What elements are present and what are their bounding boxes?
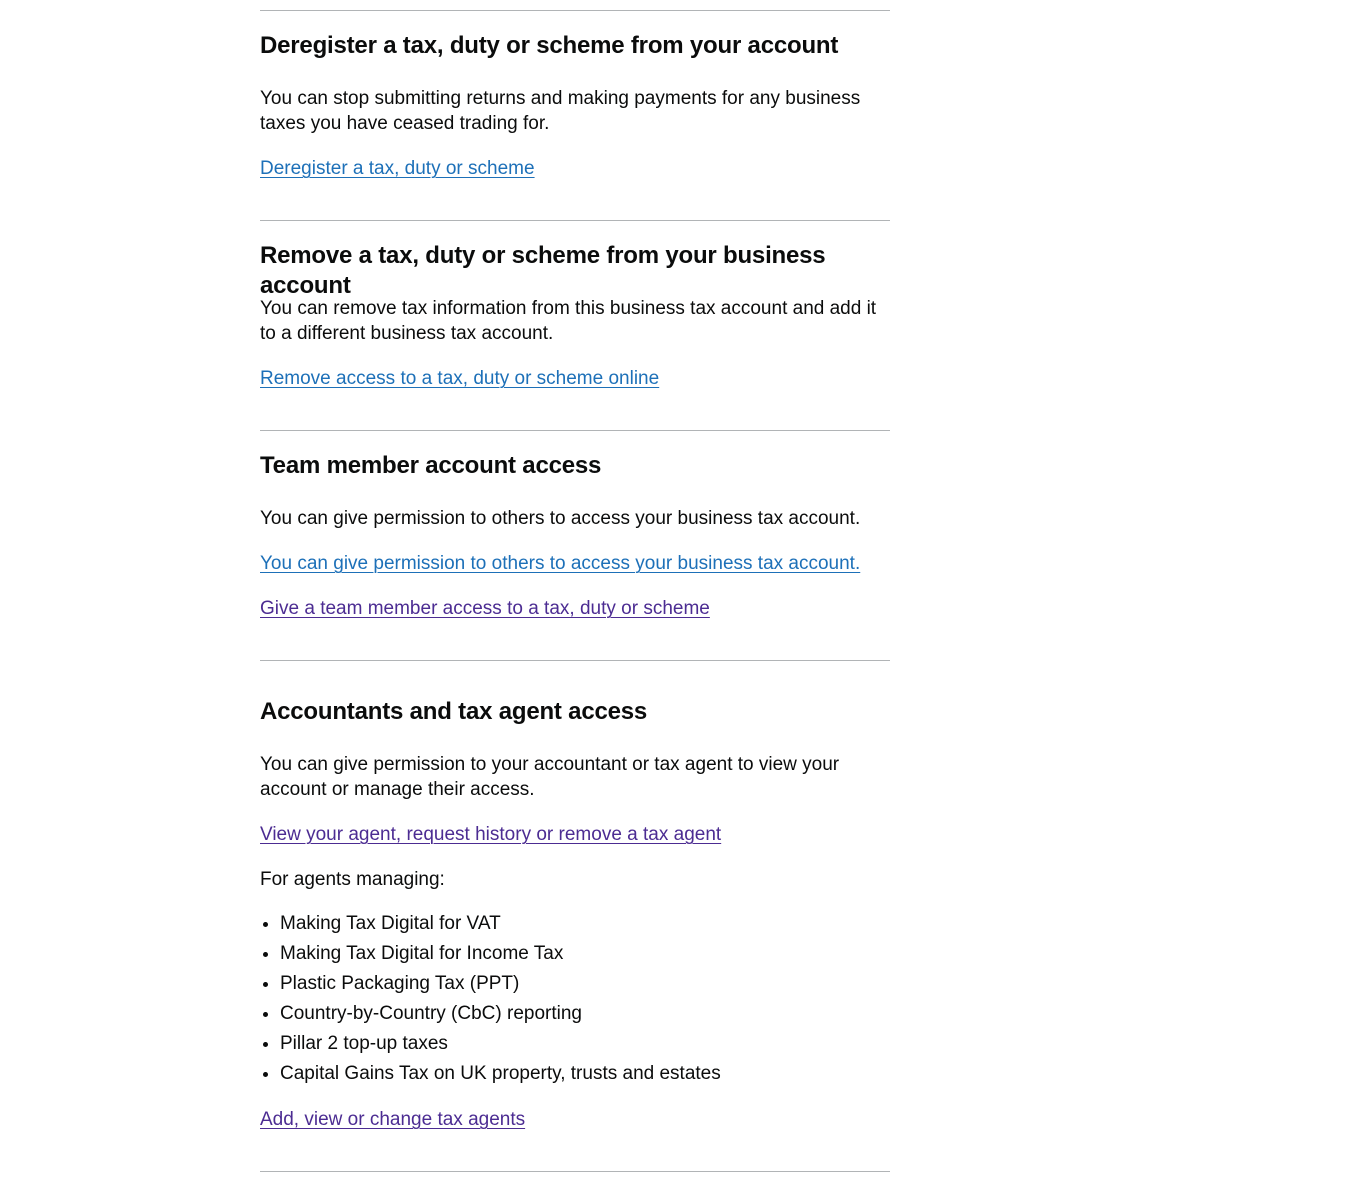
section-agent-access bbox=[260, 660, 890, 1172]
list-item: • Country-by-Country (CbC) reporting bbox=[280, 999, 890, 1029]
list-item: • Plastic Packaging Tax (PPT) bbox=[280, 969, 890, 999]
section-title-team-member: Team member account access bbox=[260, 452, 602, 479]
bottom-divider bbox=[260, 1171, 890, 1172]
list-item: • Pillar 2 top-up taxes bbox=[280, 1029, 890, 1059]
section-remove bbox=[260, 220, 890, 431]
section-body-agent-access: You can give permission to your accountant or tax agent to view your account or manage their access. bbox=[260, 754, 840, 800]
agents-list bbox=[260, 909, 890, 1089]
section-body-remove: You can remove tax information from this business tax account and add it to a different business tax account. bbox=[260, 298, 877, 344]
section-team-member bbox=[260, 430, 890, 661]
add-view-change-agents-link[interactable]: Add, view or change tax agents bbox=[260, 1109, 526, 1130]
give-team-member-access-link[interactable]: Give a team member access to a tax, duty or scheme bbox=[260, 598, 710, 619]
list-item: • Making Tax Digital for VAT bbox=[280, 909, 890, 939]
list-item: • Capital Gains Tax on UK property, trusts and estates bbox=[280, 1059, 890, 1089]
section-body-team-member: You can give permission to others to access your business tax account. bbox=[260, 508, 861, 529]
section-title-agent-access: Accountants and tax agent access bbox=[260, 698, 648, 725]
agents-intro: For agents managing: bbox=[260, 869, 445, 890]
list-item: • Making Tax Digital for Income Tax bbox=[280, 939, 890, 969]
section-deregister bbox=[260, 10, 890, 221]
section-title-remove: Remove a tax, duty or scheme from your business account bbox=[260, 242, 826, 299]
remove-access-link[interactable]: Remove access to a tax, duty or scheme online bbox=[260, 368, 660, 389]
section-body-deregister: You can stop submitting returns and making payments for any business taxes you have ceased trading for. bbox=[260, 88, 861, 134]
deregister-link[interactable]: Deregister a tax, duty or scheme bbox=[260, 158, 535, 179]
team-permission-link[interactable]: You can give permission to others to access your business tax account. bbox=[260, 553, 861, 574]
section-title-deregister: Deregister a tax, duty or scheme from your account bbox=[260, 32, 839, 59]
view-agent-link[interactable]: View your agent, request history or remove a tax agent bbox=[260, 824, 722, 845]
